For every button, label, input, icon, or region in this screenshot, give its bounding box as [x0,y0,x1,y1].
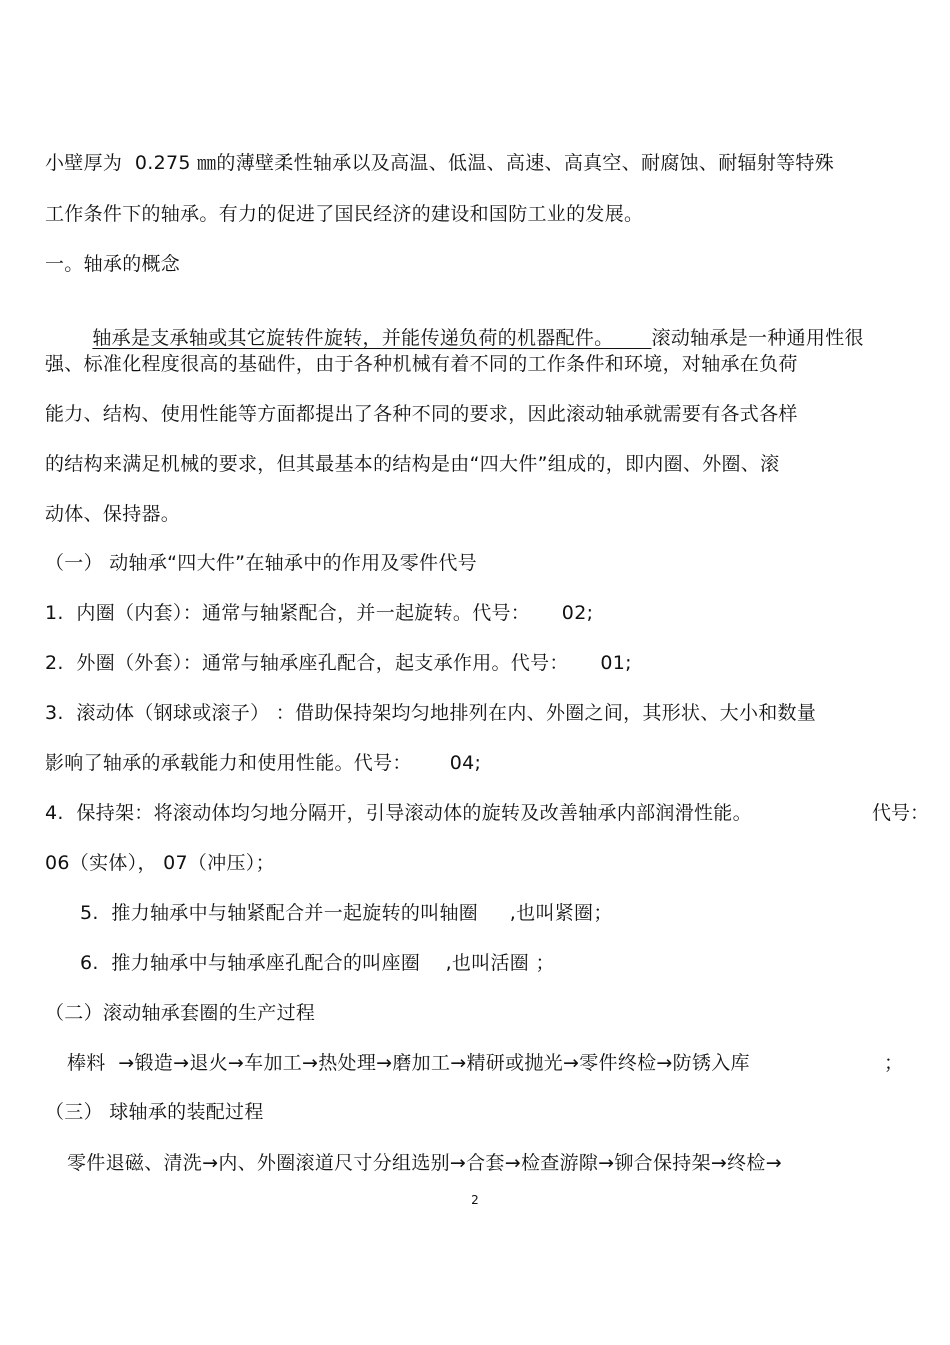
process-flow: 零件退磁、清洗→内、外圈滚道尺寸分组选别→合套→检查游隙→铆合保持架→终检→ [67,1152,782,1174]
list-item-continuation: 影响了轴承的承载能力和使用性能。代号： 04; [45,752,482,774]
process-flow: 棒料 →锻造→退火→车加工→热处理→磨加工→精研或抛光→零件终检→防锈入库 [67,1052,750,1074]
list-item: 5. 推力轴承中与轴紧配合并一起旋转的叫轴圈 ,也叫紧圈； [80,902,613,924]
section-heading: 一。轴承的概念 [45,253,181,275]
subsection-heading: （二）滚动轴承套圈的生产过程 [45,1002,316,1024]
list-item-continuation: 06（实体）， 07（冲压）； [45,852,275,874]
code-label: 代号： [872,802,930,824]
paragraph-line: 能力、结构、使用性能等方面都提出了各种不同的要求，因此滚动轴承就需要有各式各样 [45,403,798,425]
list-item: 4. 保持架：将滚动体均匀地分隔开，引导滚动体的旋转及改善轴承内部润滑性能。 [45,802,752,824]
paragraph-line: 强、标准化程度很高的基础件，由于各种机械有着不同的工作条件和环境，对轴承在负荷 [45,353,798,375]
process-end-mark: ； [884,1052,904,1074]
underlined-definition: 轴承是支承轴或其它旋转件旋转，并能传递负荷的机器配件。 [92,327,614,349]
list-item: 6. 推力轴承中与轴承座孔配合的叫座圈 ,也叫活圈 ； [80,952,555,974]
paragraph-line: 的结构来满足机械的要求，但其最基本的结构是由“四大件”组成的，即内圈、外圈、滚 [45,453,780,475]
page-number: 2 [471,1193,479,1207]
list-item: 1. 内圈（内套）：通常与轴紧配合，并一起旋转。代号： 02; [45,602,594,624]
underline-spacer [613,327,651,349]
subsection-heading: （三） 球轴承的装配过程 [45,1101,264,1123]
paragraph-text: 滚动轴承是一种通用性很 [651,327,864,349]
list-item: 3. 滚动体（钢球或滚子） ：借助保持架均匀地排列在内、外圈之间，其形状、大小和数量 [45,702,817,724]
list-item: 2. 外圈（外套）：通常与轴承座孔配合，起支承作用。代号： 01; [45,652,632,674]
paragraph-line: 小壁厚为 0.275 ㎜的薄壁柔性轴承以及高温、低温、高速、高真空、耐腐蚀、耐辐射等特殊 [45,152,835,174]
paragraph-line: 动体、保持器。 [45,503,181,525]
paragraph-line: 工作条件下的轴承。有力的促进了国民经济的建设和国防工业的发展。 [45,203,644,225]
subsection-heading: （一） 动轴承“四大件”在轴承中的作用及零件代号 [45,552,477,574]
